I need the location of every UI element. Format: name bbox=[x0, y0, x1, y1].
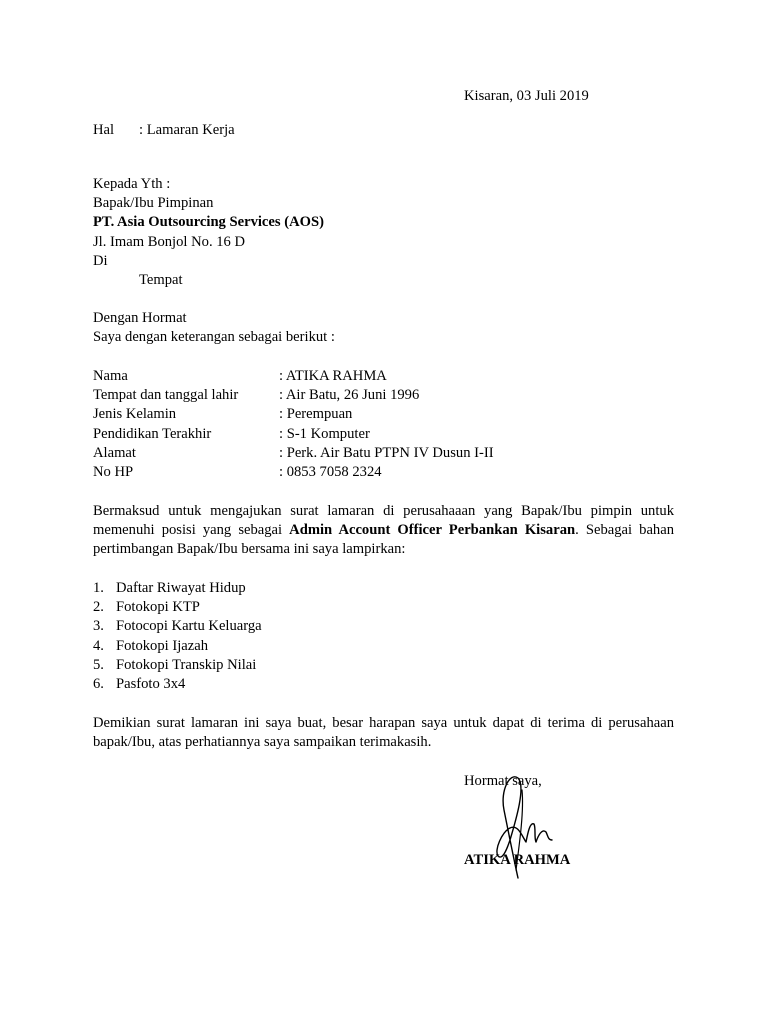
field-value-phone: : 0853 7058 2324 bbox=[279, 464, 382, 480]
field-label-nama: Nama bbox=[93, 368, 128, 384]
body-line-2-after: . Sebagai bahan bbox=[575, 522, 674, 539]
sign-off: Hormat saya, bbox=[464, 773, 542, 789]
recipient-di: Di bbox=[93, 253, 108, 269]
list-item bbox=[93, 579, 246, 598]
closing-line-1: Demikian surat lamaran ini saya buat, besar harapan saya untuk dapat di terima di perusahaan bbox=[93, 715, 674, 731]
list-item bbox=[93, 598, 200, 617]
list-item-text: Fotokopi KTP bbox=[116, 599, 200, 615]
recipient-tempat: Tempat bbox=[139, 272, 183, 288]
list-item-number: 4. bbox=[93, 638, 104, 654]
list-item-text: Daftar Riwayat Hidup bbox=[116, 580, 246, 596]
body-line-3: pertimbangan Bapak/Ibu bersama ini saya lampirkan: bbox=[93, 541, 406, 558]
position-title: Admin Account Officer Perbankan Kisaran bbox=[289, 522, 576, 539]
field-value-gender: : Perempuan bbox=[279, 406, 353, 422]
body-line-1: Bermaksud untuk mengajukan surat lamaran di perusahaaan yang Bapak/Ibu pimpin untuk bbox=[93, 503, 674, 519]
recipient-salutation: Kepada Yth : bbox=[93, 176, 171, 192]
subject-label: Hal bbox=[93, 122, 115, 138]
field-label-address: Alamat bbox=[93, 445, 136, 461]
recipient-person: Bapak/Ibu Pimpinan bbox=[93, 195, 214, 211]
list-item-number: 5. bbox=[93, 657, 104, 673]
greeting: Dengan Hormat bbox=[93, 310, 187, 326]
list-item-number: 2. bbox=[93, 599, 104, 615]
field-value-address: : Perk. Air Batu PTPN IV Dusun I-II bbox=[279, 445, 494, 461]
field-value-ttl: : Air Batu, 26 Juni 1996 bbox=[279, 387, 420, 403]
subject-value: : Lamaran Kerja bbox=[139, 122, 235, 138]
field-value-education: : S-1 Komputer bbox=[279, 426, 370, 442]
signer-name: ATIKA RAHMA bbox=[464, 852, 571, 868]
field-label-education: Pendidikan Terakhir bbox=[93, 426, 212, 442]
recipient-company: PT. Asia Outsourcing Services (AOS) bbox=[93, 214, 324, 230]
body-paragraph bbox=[93, 502, 674, 560]
field-value-nama: : ATIKA RAHMA bbox=[279, 368, 387, 384]
list-item-number: 3. bbox=[93, 618, 104, 634]
list-item bbox=[93, 617, 262, 636]
closing-line-2: bapak/Ibu, atas perhatiannya saya sampaikan terimakasih. bbox=[93, 734, 432, 751]
list-item-text: Fotokopi Transkip Nilai bbox=[116, 657, 257, 673]
list-item-number: 6. bbox=[93, 676, 104, 692]
list-item-text: Fotocopi Kartu Keluarga bbox=[116, 618, 262, 634]
recipient-address: Jl. Imam Bonjol No. 16 D bbox=[93, 234, 246, 250]
field-label-phone: No HP bbox=[93, 464, 134, 480]
list-item bbox=[93, 656, 256, 675]
intro-text: Saya dengan keterangan sebagai berikut : bbox=[93, 329, 335, 345]
list-item bbox=[93, 675, 185, 694]
field-label-gender: Jenis Kelamin bbox=[93, 406, 177, 422]
body-line-2 bbox=[93, 521, 674, 540]
list-item-text: Fotokopi Ijazah bbox=[116, 638, 209, 654]
body-line-2-before: memenuhi posisi yang sebagai bbox=[93, 522, 290, 539]
list-item-text: Pasfoto 3x4 bbox=[116, 676, 186, 692]
list-item-number: 1. bbox=[93, 580, 104, 596]
list-item bbox=[93, 637, 208, 656]
closing-paragraph bbox=[93, 714, 674, 752]
field-label-ttl: Tempat dan tanggal lahir bbox=[93, 387, 239, 403]
letter-date: Kisaran, 03 Juli 2019 bbox=[464, 88, 589, 104]
